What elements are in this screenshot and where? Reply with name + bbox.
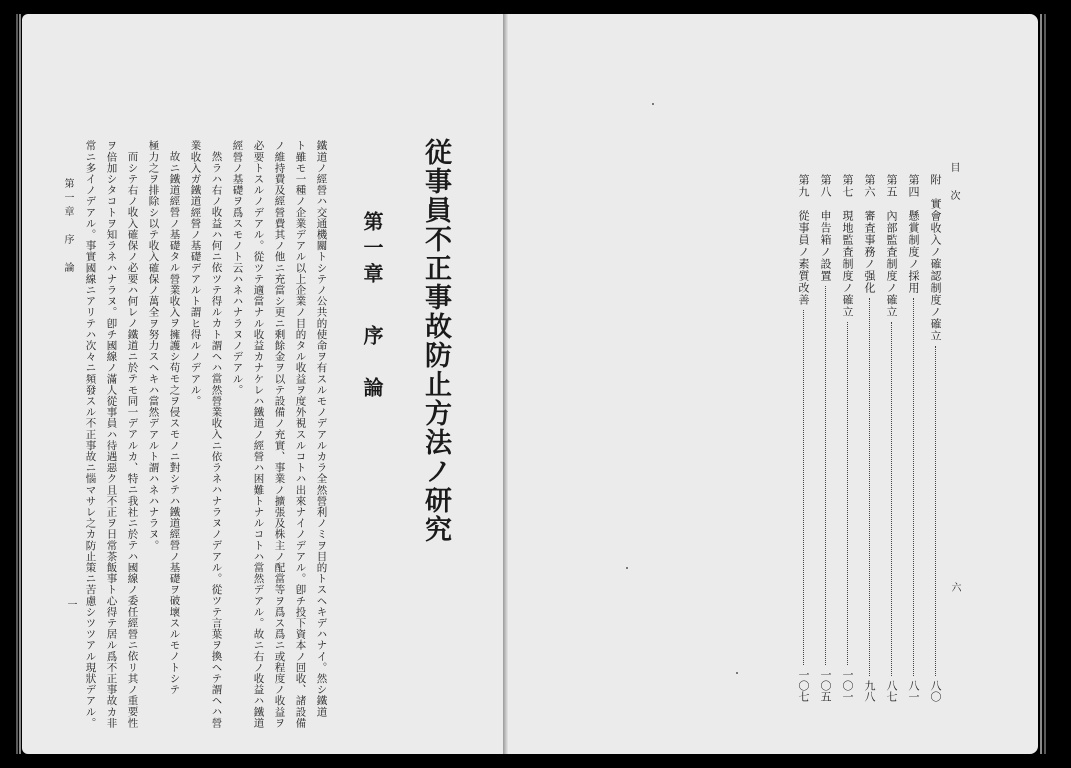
page-number-left: 一 [65,599,76,609]
toc-entry-5[interactable] [839,174,855,702]
body-line-1: 鐵道ノ經營ハ交通機關トシテノ公共的使命ヲ有スルモノデアルカラ全然營利ノミヲ目的トスヘキデハナイ。然シ鐵道 [315,140,328,718]
toc-leader [847,322,848,665]
paper-speck [652,103,654,105]
toc-entry-3[interactable] [883,174,899,702]
toc-label: 第四 懸賞制度ノ採用 [907,174,920,294]
body-line-3: ノ維持費及經營費其ノ他ニ充當シ更ニ剩餘金ヲ以テ設備ノ充實、事業ノ擴張及株主ノ配當等ヲ爲ス爲ニ或程度ノ收益ヲ [273,140,286,729]
toc-entry-1[interactable] [927,174,943,702]
toc-page-number: 一〇五 [819,669,832,702]
toc-page-number: 八一 [907,680,920,702]
toc-leader [891,322,892,676]
paper-speck [736,672,738,674]
right-page [509,14,1038,754]
toc-label: 第七 現地監査制度ノ確立 [841,174,854,318]
toc-page-number: 八七 [885,680,898,702]
toc-label: 第九 從事員ノ素質改善 [797,174,810,306]
document-title: 従事員不正事故防止方法ノ研究 [420,138,451,544]
body-line-12: 常ニ多イノデアル。事實國線ニアリテハ次々ニ頻發スル不正事故ニ惱マサレ之カ防止策ニ苦慮シツツアル現狀デアル。 [84,140,97,729]
chapter-number: 第一章 [360,211,384,289]
toc-label: 第八 申告箱ノ設置 [819,174,832,282]
toc-leader [825,286,826,665]
toc-label: 第五 內部監査制度ノ確立 [885,174,898,318]
toc-page-number: 八〇 [929,680,942,702]
running-head-left: 第一章 序 論 [62,178,73,276]
body-line-6: 然ラハ右ノ收益ハ何ニ依ツテ得ルカト謂ヘハ當然營業收入ニ依ラネハナラヌノデアル。從ツテ言葉ヲ換ヘテ謂ヘハ營 [210,151,223,729]
toc-label: 第六 審査事務ノ强化 [863,174,876,294]
toc-leader [803,310,804,665]
body-line-5: 經營ノ基礎ヲ爲スモノト云ハネハナラヌノデアル。 [231,140,244,396]
toc-leader [869,298,870,676]
body-line-2: ト雖モ一種ノ企業デアル以上企業ノ目的タル收益ヲ度外視スルコトハ出來ナイノデアル。卽チ投下資本ノ回收、諸設備 [294,140,307,729]
page-number-right: 六 [949,582,960,592]
body-line-7: 業收入ガ鐵道經營ノ基礎デアルト謂ヒ得ルノデアル。 [189,140,202,407]
toc-label: 附 實會收入ノ確認制度ノ確立 [929,174,942,342]
body-line-9: 極力之ヲ排除シ以テ收入確保ノ萬全ヲ努力スヘキハ當然デアルト謂ハネハナラヌ。 [147,140,160,551]
chapter-name: 序 論 [360,325,384,403]
toc-entry-7[interactable] [795,174,811,702]
body-line-8: 故ニ鐵道經營ノ基礎タル營業收入ヲ擁護シ苟モ之ヲ侵スモノニ對シテハ鐵道經營ノ基礎ヲ破壞スルモノトシテ [168,151,181,695]
toc-leader [913,298,914,676]
toc-page-number: 一〇七 [797,669,810,702]
toc-entry-4[interactable] [861,174,877,702]
body-line-10: 而シテ右ノ收入確保ノ必要ハ何レノ鐵道ニ於テモ同一デアルカ、特ニ我社ニ於テハ國線ノ委任經營ニ依リ其ノ重要性 [126,151,139,729]
toc-page-number: 九八 [863,680,876,702]
toc-entry-6[interactable] [817,174,833,702]
body-line-11: ヲ倍加シタコトヲ知ラネハナラヌ。卽チ國線ノ滿人從事員ハ待遇惡ク且不正ヲ日常茶飯事ト心得テ居ル爲不正事故カ非 [105,140,118,729]
body-line-4: 必要トスルノデアル。從ツテ適當ナル收益カナケレハ鐵道ノ經營ハ困難トナルコトハ當然デアル。故ニ右ノ收益ハ鐵道 [252,140,265,729]
chapter-heading [358,211,387,403]
toc-leader [935,346,936,676]
left-page [22,14,507,754]
toc-entry-2[interactable] [905,174,921,702]
toc-page-number: 一〇一 [841,669,854,702]
running-head-right: 目 次 [948,162,959,204]
paper-speck [626,567,628,569]
